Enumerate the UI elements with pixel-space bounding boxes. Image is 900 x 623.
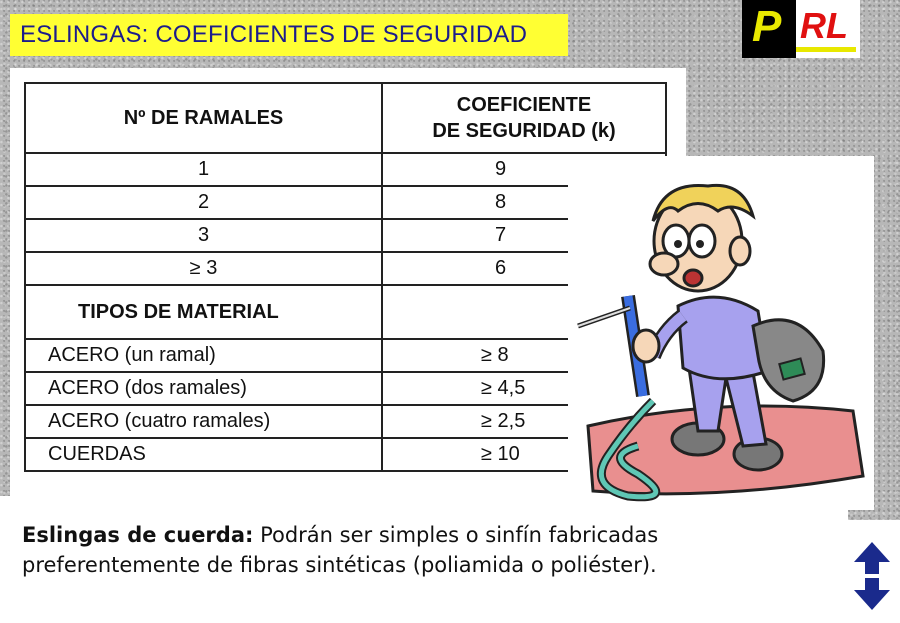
ramales-cell: 3 xyxy=(25,219,382,252)
k-cell: 7 xyxy=(382,219,666,252)
page-title xyxy=(10,14,568,56)
welder-illustration xyxy=(568,156,874,510)
material-header: TIPOS DE MATERIAL xyxy=(25,285,382,339)
k-cell: 9 xyxy=(382,153,666,186)
caption-bold: Eslingas de cuerda: xyxy=(22,523,254,547)
header-coeficiente: COEFICIENTE DE SEGURIDAD (k) xyxy=(382,83,666,153)
material-cell: ACERO (dos ramales) xyxy=(25,372,382,405)
caption-line2: preferentemente de fibras sintéticas (poliamida o poliéster). xyxy=(22,553,657,577)
prl-logo xyxy=(742,0,860,58)
ramales-cell: ≥ 3 xyxy=(25,252,382,285)
up-down-arrow-icon[interactable] xyxy=(852,540,892,612)
logo-letters-rl: RL xyxy=(800,5,848,46)
caption-text xyxy=(22,520,822,580)
welder-cartoon-icon xyxy=(568,156,874,510)
caption-line1: Podrán ser simples o sinfín fabricadas xyxy=(253,523,659,547)
material-cell: CUERDAS xyxy=(25,438,382,471)
k-cell: ≥ 8 xyxy=(382,339,666,372)
k-cell: ≥ 2,5 xyxy=(382,405,666,438)
ramales-cell: 2 xyxy=(25,186,382,219)
material-cell: ACERO (cuatro ramales) xyxy=(25,405,382,438)
page-title-text: ESLINGAS: COEFICIENTES DE SEGURIDAD xyxy=(20,21,528,48)
ramales-cell: 1 xyxy=(25,153,382,186)
header-ramales: Nº DE RAMALES xyxy=(25,83,382,153)
k-cell: ≥ 10 xyxy=(382,438,666,471)
material-cell: ACERO (un ramal) xyxy=(25,339,382,372)
logo-letter-p: P xyxy=(752,2,782,51)
k-cell: ≥ 4,5 xyxy=(382,372,666,405)
k-cell: 6 xyxy=(382,252,666,285)
k-cell: 8 xyxy=(382,186,666,219)
